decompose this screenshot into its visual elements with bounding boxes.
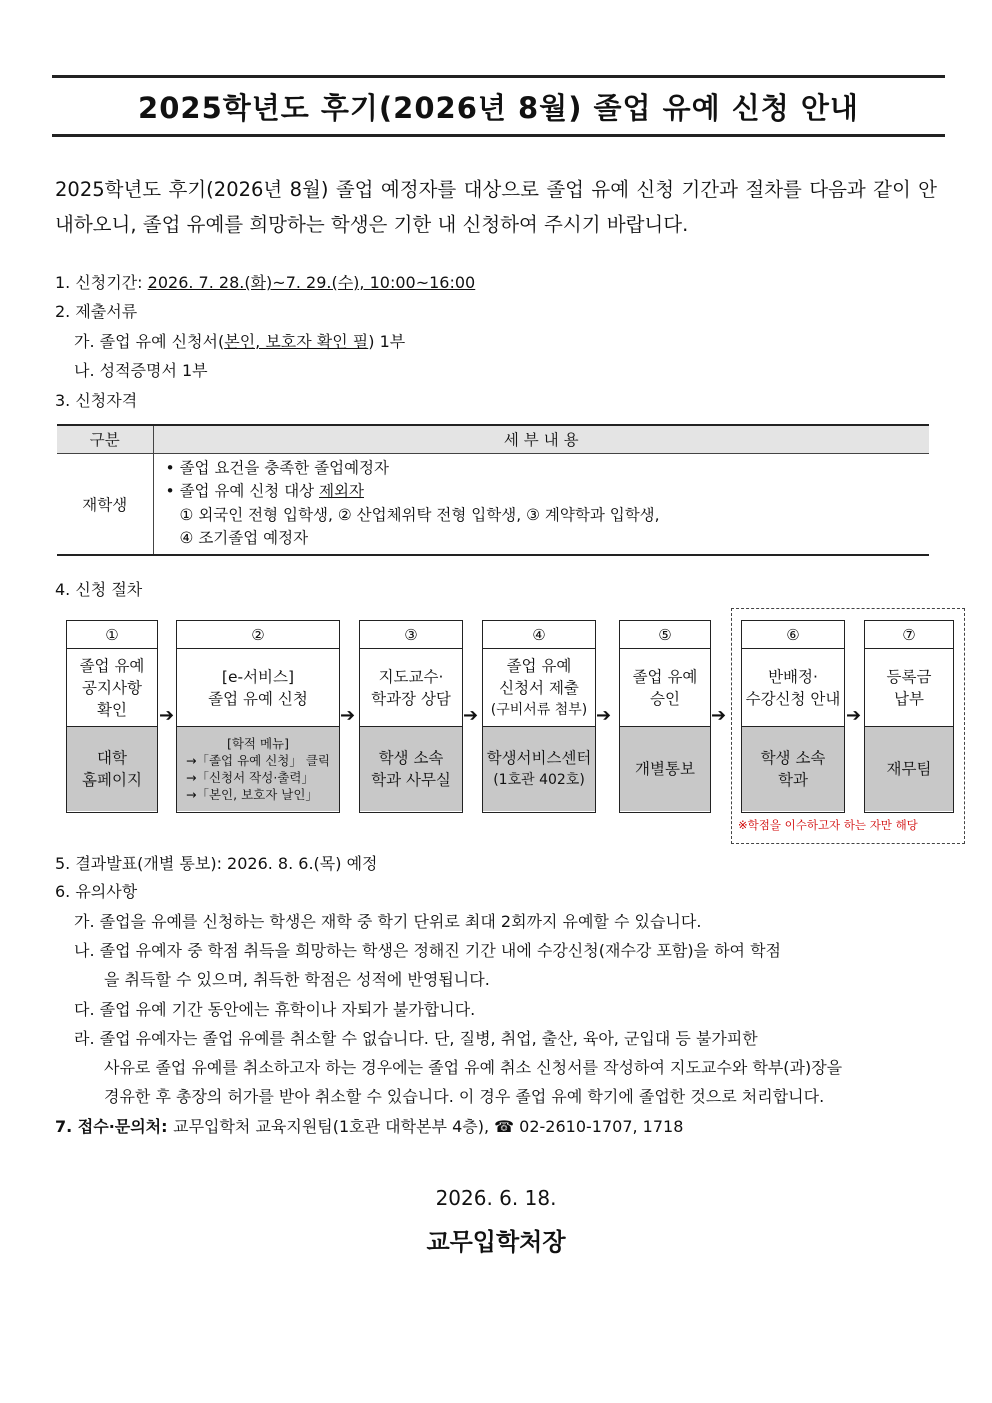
note-item-c: 다. 졸업 유예 기간 동안에는 휴학이나 자퇴가 불가합니다. <box>74 1000 476 1019</box>
step-department: 개별통보 <box>620 727 710 811</box>
section-result: 5. 결과발표(개별 통보): 2026. 8. 6.(목) 예정 <box>55 854 378 873</box>
step-title: 등록금 납부 <box>865 649 953 727</box>
step-department: 학생 소속 학과 <box>742 727 844 811</box>
note-item-d-line1: 라. 졸업 유예자는 졸업 유예를 취소할 수 없습니다. 단, 질병, 취업, 출산, 육아, 군입대 등 불가피한 <box>74 1029 758 1048</box>
issuer-signature: 교무입학처장 <box>426 1228 566 1256</box>
period-value: 2026. 7. 28.(화)~7. 29.(수), 10:00~16:00 <box>147 273 476 292</box>
step-title: 졸업 유예 신청서 제출 (구비서류 첨부) <box>483 649 595 727</box>
table-row <box>57 453 929 555</box>
section-qualification-heading: 3. 신청자격 <box>55 391 138 410</box>
title-bar <box>52 75 945 137</box>
step-department: 학생 소속 학과 사무실 <box>360 727 462 811</box>
period-label: 1. 신청기간: <box>55 273 148 292</box>
section-procedure-heading: 4. 신청 절차 <box>55 580 143 599</box>
step-department: 재무팀 <box>865 727 953 811</box>
doc-a-underlined: 본인, 보호자 확인 필 <box>224 332 369 351</box>
step-number: ⑦ <box>865 621 953 649</box>
procedure-step-2 <box>176 620 340 813</box>
step-title: 졸업 유예 공지사항 확인 <box>67 649 157 727</box>
flow-arrow-icon: ➔ <box>340 705 356 726</box>
note-item-b-line2: 을 취득할 수 있으며, 취득한 학점은 성적에 반영됩니다. <box>104 970 490 989</box>
procedure-step-4 <box>482 620 596 813</box>
flow-arrow-icon: ➔ <box>159 705 175 726</box>
section-notes-heading: 6. 유의사항 <box>55 882 138 901</box>
flow-arrow-icon: ➔ <box>596 705 612 726</box>
document-item-a <box>74 331 405 353</box>
step-title: 지도교수· 학과장 상담 <box>360 649 462 727</box>
detail-line-4: ④ 조기졸업 예정자 <box>179 529 309 547</box>
procedure-step-7 <box>864 620 954 813</box>
row-details <box>153 453 929 555</box>
note-item-b-line1: 나. 졸업 유예자 중 학점 취득을 희망하는 학생은 정해진 기간 내에 수강신청(재수강 포함)을 하여 학점 <box>74 941 782 960</box>
doc-a-suffix: ) 1부 <box>368 332 406 351</box>
note-item-d-line2: 사유로 졸업 유예를 취소하고자 하는 경우에는 졸업 유예 취소 신청서를 작성하여 지도교수와 학부(과)장을 <box>104 1058 843 1077</box>
section-contact <box>55 1116 683 1138</box>
step-number: ③ <box>360 621 462 649</box>
detail-line-1: • 졸업 요건을 충족한 졸업예정자 <box>165 458 390 477</box>
note-item-d-line3: 경유한 후 총장의 허가를 받아 취소할 수 있습니다. 이 경우 졸업 유예 학기에 졸업한 것으로 처리합니다. <box>104 1087 825 1106</box>
note-item-a: 가. 졸업을 유예를 신청하는 학생은 재학 중 학기 단위로 최대 2회까지 유예할 수 있습니다. <box>74 912 702 931</box>
procedure-step-5 <box>619 620 711 813</box>
doc-a-prefix: 가. 졸업 유예 신청서( <box>74 332 225 351</box>
table-header-category: 구분 <box>57 425 153 453</box>
procedure-step-1 <box>66 620 158 813</box>
step-department: 학생서비스센터 (1호관 402호) <box>483 727 595 811</box>
detail-line-2 <box>166 480 930 504</box>
procedure-step-6 <box>741 620 845 813</box>
intro-paragraph: 2025학년도 후기(2026년 8월) 졸업 예정자를 대상으로 졸업 유예 신청 기간과 절차를 다음과 같이 안내하오니, 졸업 유예를 희망하는 학생은 기한 내 신청하여 주시기 바랍니다. <box>55 178 937 236</box>
table-header-details: 세 부 내 용 <box>153 425 929 453</box>
row-label-student: 재학생 <box>57 453 153 555</box>
flow-arrow-icon: ➔ <box>463 705 479 726</box>
step-title: 졸업 유예 승인 <box>620 649 710 727</box>
optional-steps-note: ※학점을 이수하고자 하는 자만 해당 <box>738 818 918 832</box>
page-title: 2025학년도 후기(2026년 8월) 졸업 유예 신청 안내 <box>138 90 859 125</box>
flow-arrow-icon: ➔ <box>846 705 862 726</box>
step-number: ⑥ <box>742 621 844 649</box>
detail-line-2-underlined: 제외자 <box>319 482 364 500</box>
step-department: 대학 홈페이지 <box>67 727 157 811</box>
contact-value: 교무입학처 교육지원팀(1호관 대학본부 4층), ☎ 02-2610-1707, 1718 <box>173 1117 684 1136</box>
step-number: ② <box>177 621 339 649</box>
qualification-table <box>57 424 929 556</box>
step-number: ④ <box>483 621 595 649</box>
detail-line-2-text: • 졸업 유예 신청 대상 <box>165 482 320 500</box>
section-period <box>55 272 475 294</box>
contact-label: 7. 접수·문의처: <box>55 1117 174 1136</box>
step-department: [학적 메뉴] →「졸업 유예 신청」 클릭 →「신청서 작성·출력」 →「본인, 보호자 날인」 <box>177 727 339 811</box>
step-number: ⑤ <box>620 621 710 649</box>
document-item-b: 나. 성적증명서 1부 <box>74 361 208 380</box>
procedure-step-3 <box>359 620 463 813</box>
issue-date: 2026. 6. 18. <box>435 1186 557 1210</box>
section-documents-heading: 2. 제출서류 <box>55 302 138 321</box>
flow-arrow-icon: ➔ <box>711 705 727 726</box>
detail-line-3: ① 외국인 전형 입학생, ② 산업체위탁 전형 입학생, ③ 계약학과 입학생, <box>179 505 660 524</box>
step-title: [e-서비스] 졸업 유예 신청 <box>177 649 339 727</box>
step-title: 반배정· 수강신청 안내 <box>742 649 844 727</box>
step-number: ① <box>67 621 157 649</box>
